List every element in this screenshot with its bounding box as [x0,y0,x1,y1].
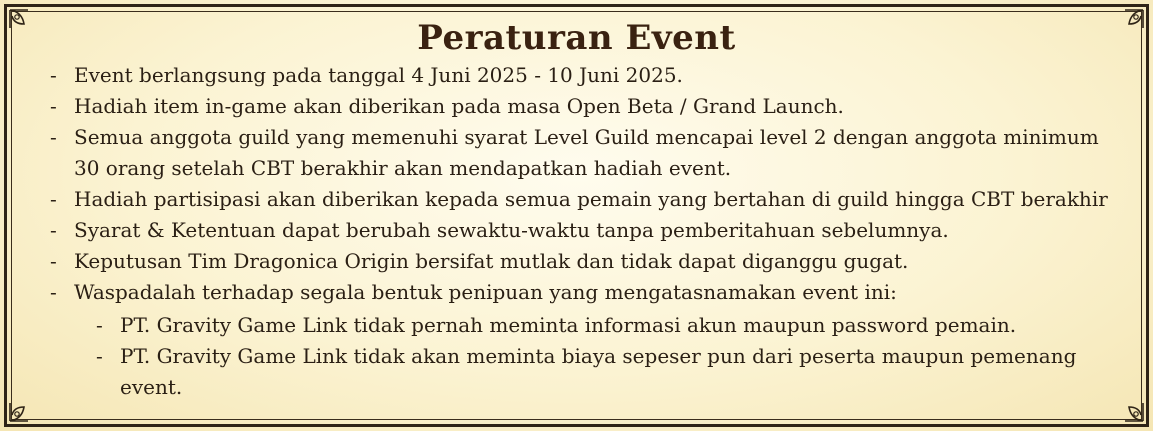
bullet-dash: - [50,94,57,118]
bullet-dash: - [50,280,57,304]
subrule-item [96,310,1120,341]
rule-text: Hadiah item in-game akan diberikan pada masa Open Beta / Grand Launch. [74,94,844,118]
rule-text: Hadiah partisipasi akan diberikan kepada semua pemain yang bertahan di guild hingga CBT berakhir [74,187,1108,211]
corner-ornament-icon [1123,401,1145,423]
fraud-warning-list [74,310,1120,403]
rule-text: Event berlangsung pada tanggal 4 Juni 2025 - 10 Juni 2025. [74,63,683,87]
bullet-dash: - [96,344,103,368]
bullet-dash: - [50,187,57,211]
subrule-text: PT. Gravity Game Link tidak pernah meminta informasi akun maupun password pemain. [120,313,1017,337]
rule-text: Waspadalah terhadap segala bentuk penipuan yang mengatasnamakan event ini: [74,280,897,304]
bullet-dash: - [50,125,57,149]
rule-text: Semua anggota guild yang memenuhi syarat Level Guild mencapai level 2 dengan anggota minimum 30 orang setelah CBT berakhir akan mendapatkan hadiah event. [74,125,1099,180]
bullet-dash: - [50,63,57,87]
rule-item [50,246,1120,277]
rule-item [50,215,1120,246]
rule-text: Syarat & Ketentuan dapat berubah sewaktu-waktu tanpa pemberitahuan sebelumnya. [74,218,949,242]
rule-item [50,91,1120,122]
rule-item [50,184,1120,215]
bullet-dash: - [50,218,57,242]
rule-item [50,122,1120,184]
rule-item [50,277,1120,403]
subrule-text: PT. Gravity Game Link tidak akan meminta biaya sepeser pun dari peserta maupun pemenang event. [120,344,1077,399]
rules-list [50,60,1120,403]
corner-ornament-icon [8,401,30,423]
rule-item [50,60,1120,91]
subrule-item [96,341,1120,403]
rule-text: Keputusan Tim Dragonica Origin bersifat mutlak dan tidak dapat diganggu gugat. [74,249,909,273]
page-title: Peraturan Event [417,18,736,58]
bullet-dash: - [50,249,57,273]
bullet-dash: - [96,313,103,337]
